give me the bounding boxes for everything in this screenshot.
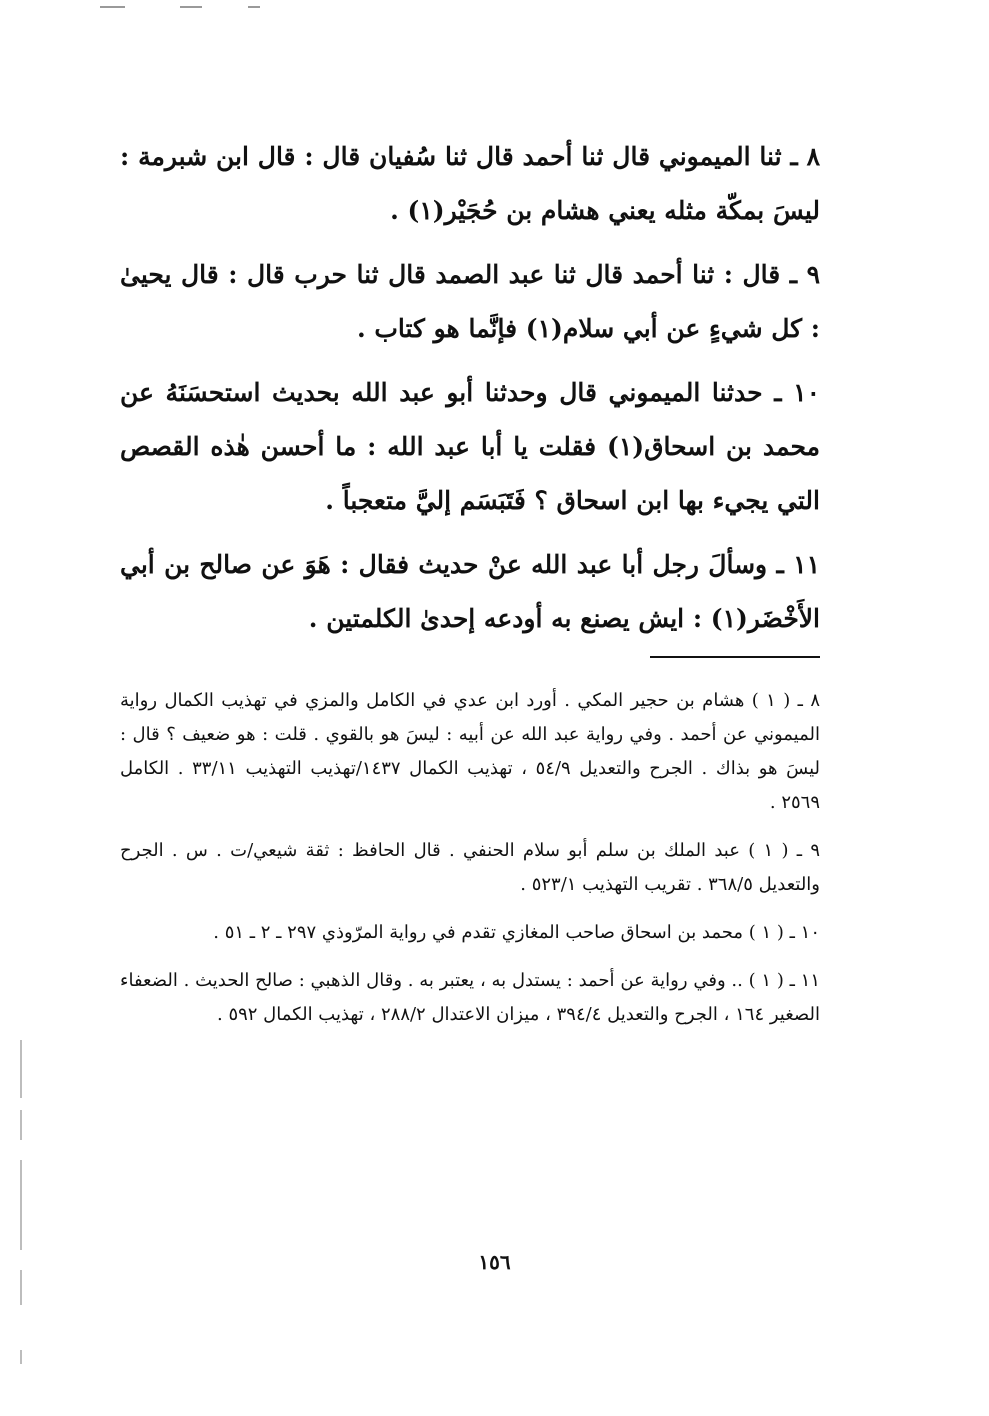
footnote-8: ٨ ـ ( ١ ) هشام بن حجير المكي . أورد ابن عدي في الكامل والمزي في تهذيب الكمال رواية الميموني عن أحمد . وفي رواية عبد الله عن أبيه : ليسَ هو بالقوي . قلت : هو ضعيف ؟ قال : ليسَ هو بذاك . الجرح والتعديل ٥٤/٩ ، تهذيب الكمال ١٤٣٧/تهذيب التهذيب ٣٣/١١ . الكامل ٢٥٦٩ .: [120, 690, 820, 813]
page-number: ١٥٦: [478, 1250, 511, 1274]
footnotes: [120, 684, 820, 1032]
paragraph-8: ٨ ـ ثنا الميموني قال ثنا أحمد قال ثنا سُفيان قال : قال ابن شبرمة : ليسَ بمكّة مثله يعني هشام بن حُجَيْر(١) .: [120, 142, 820, 225]
scan-margin-mark: [20, 1350, 22, 1364]
paragraph-11: ١١ ـ وسألَ رجل أبا عبد الله عنْ حديث فقال : هَوَ عن صالح بن أبي الأَخْضَر(١) : ايش يصنع به أودعه إحدىٰ الكلمتين .: [120, 550, 820, 633]
footnote-10: ١٠ ـ ( ١ ) محمد بن اسحاق صاحب المغازي تقدم في رواية المرّوذي ٢٩٧ ـ ٢ ـ ٥١ .: [213, 922, 820, 943]
scan-margin-mark: [20, 1040, 22, 1098]
scan-margin-mark: [20, 1110, 22, 1140]
document-page: [120, 130, 820, 1046]
footnote-9: ٩ ـ ( ١ ) عبد الملك بن سلم أبو سلام الحنفي . قال الحافظ : ثقة شيعي/ت . س . الجرح والتعديل ٣٦٨/٥ . تقريب التهذيب ٥٢٣/١ .: [120, 840, 820, 895]
scan-margin-mark: [20, 1160, 22, 1250]
footnote-separator: [650, 656, 820, 658]
footnote-11: ١١ ـ ( ١ ) .. وفي رواية عن أحمد : يستدل به ، يعتبر به . وقال الذهبي : صالح الحديث . الضعفاء الصغير ١٦٤ ، الجرح والتعديل ٣٩٤/٤ ، ميزان الاعتدال ٢٨٨/٢ ، تهذيب الكمال ٥٩٢ .: [120, 970, 820, 1025]
scan-top-rule: [248, 6, 260, 8]
main-text: [120, 130, 820, 646]
scan-top-rule: [180, 6, 202, 8]
paragraph-9: ٩ ـ قال : ثنا أحمد قال ثنا عبد الصمد قال ثنا حرب قال : قال يحيىٰ : كل شيءٍ عن أبي سلام(١) فإنَّما هو كتاب .: [120, 260, 820, 343]
scan-margin-mark: [20, 1270, 22, 1305]
scan-top-rule: [100, 6, 125, 8]
paragraph-10: ١٠ ـ حدثنا الميموني قال وحدثنا أبو عبد الله بحديث استحسَنَهُ عن محمد بن اسحاق(١) فقلت يا أبا عبد الله : ما أحسن هٰذه القصص التي يجيء بها ابن اسحاق ؟ فَتَبَسَم إليَّ متعجباً .: [120, 378, 821, 515]
